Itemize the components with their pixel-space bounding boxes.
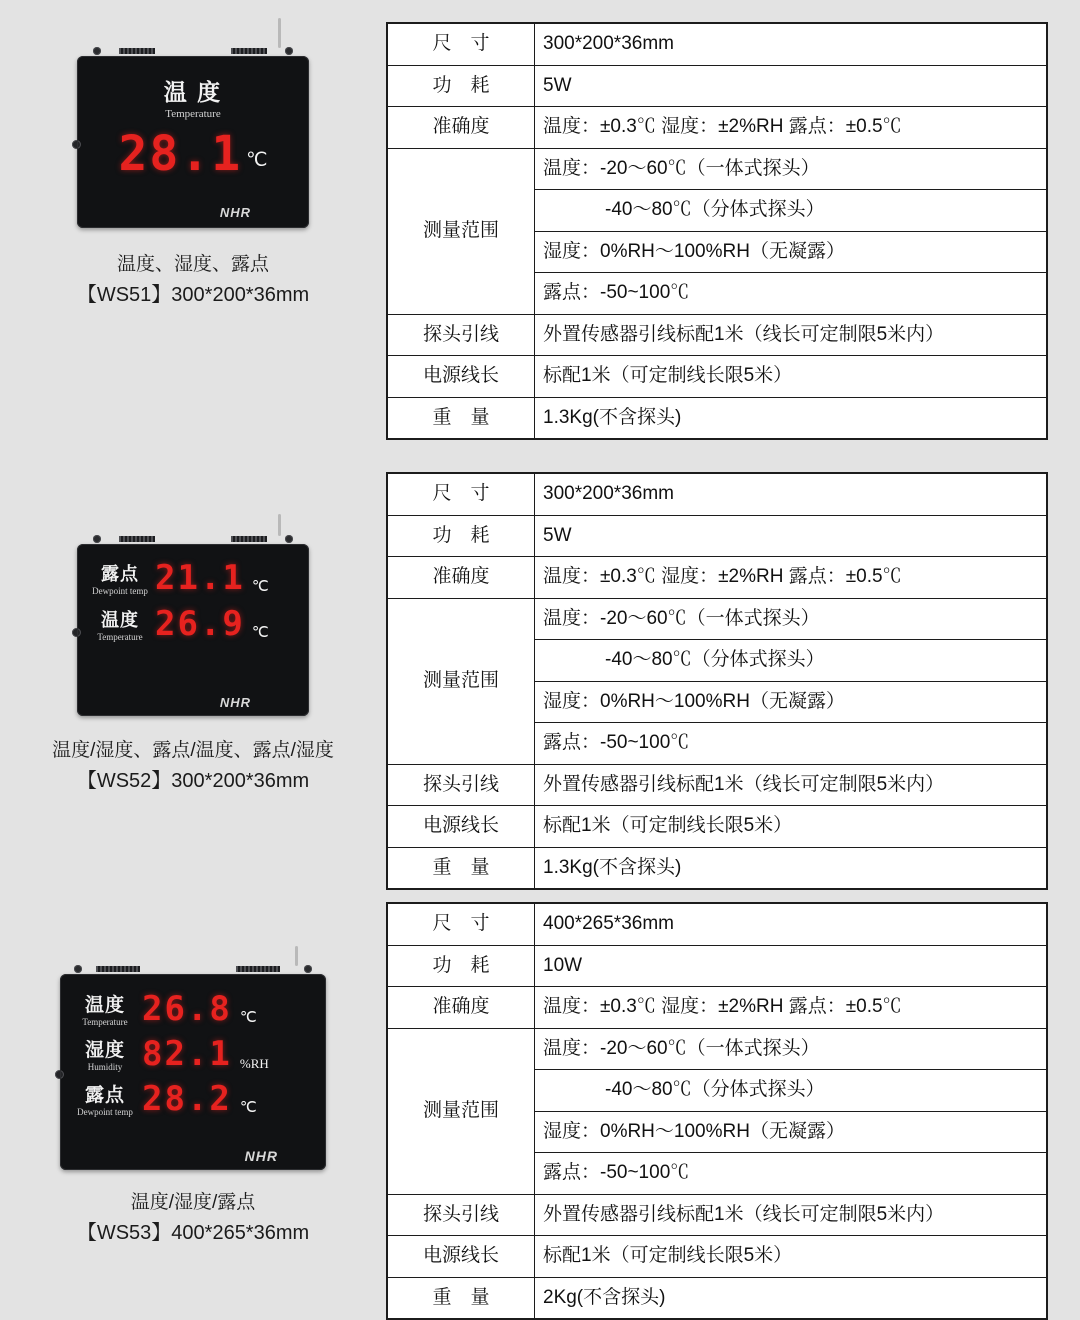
- vent-grille-icon: [231, 48, 267, 54]
- table-row: [387, 764, 1047, 806]
- screw-icon: [304, 965, 312, 973]
- spec-key: 功 耗: [387, 65, 535, 107]
- vent-grille-icon: [231, 536, 267, 542]
- brand-logo: NHR: [219, 695, 251, 710]
- product-block-ws53: [0, 902, 1048, 1320]
- caption-line-1: 温度、湿度、露点: [116, 254, 269, 275]
- spec-key: 功 耗: [387, 515, 535, 557]
- display-row-label-zh: 湿度: [84, 1040, 125, 1061]
- spec-table-wrap-ws52: [386, 472, 1048, 890]
- spec-key: 尺 寸: [387, 903, 535, 945]
- display-row-label-en: Temperature: [97, 632, 143, 642]
- display-row-label-zh: 露点: [101, 564, 139, 584]
- spec-value: 温度：±0.3℃ 湿度：±2%RH 露点：±0.5℃: [535, 557, 1048, 599]
- buzzer-icon: [185, 36, 201, 52]
- spec-key: 探头引线: [387, 764, 535, 806]
- spec-value: 湿度：0%RH～100%RH（无凝露）: [535, 681, 1048, 723]
- spec-table-ws52: [386, 472, 1048, 890]
- device-top-fittings-ws52: [77, 532, 309, 546]
- device-ws52: [77, 544, 309, 716]
- display-row: [91, 560, 295, 596]
- spec-key: 探头引线: [387, 314, 535, 356]
- screw-icon: [285, 47, 293, 55]
- spec-value: 露点：-50~100℃: [535, 723, 1048, 765]
- table-row: [387, 903, 1047, 945]
- product-image-ws53: [0, 902, 386, 1320]
- spec-value: 5W: [535, 515, 1048, 557]
- table-row: [387, 806, 1047, 848]
- table-row: [387, 356, 1047, 398]
- spec-key: 准确度: [387, 987, 535, 1029]
- display-rows-ws51: [77, 74, 309, 182]
- table-row: [387, 1194, 1047, 1236]
- spec-value: -40～80℃（分体式探头）: [535, 1070, 1048, 1112]
- product-block-ws52: [0, 472, 1048, 890]
- spec-key: 电源线长: [387, 806, 535, 848]
- display-row-label-zh: 温 度: [163, 79, 223, 105]
- table-row: [387, 1277, 1047, 1319]
- device-top-fittings-ws51: [77, 44, 309, 58]
- product-caption-ws51: [0, 250, 386, 310]
- spec-value: 1.3Kg(不含探头): [535, 397, 1048, 439]
- vent-grille-icon: [96, 966, 140, 972]
- spec-value: 温度：-20～60℃（一体式探头）: [535, 598, 1048, 640]
- display-row-label-en: Dewpoint temp: [77, 1107, 133, 1117]
- vent-grille-icon: [119, 536, 155, 542]
- table-row: [387, 557, 1047, 599]
- table-row: [387, 945, 1047, 987]
- spec-key: 测量范围: [387, 148, 535, 314]
- display-row: [74, 1080, 312, 1117]
- table-row: [387, 515, 1047, 557]
- antenna-icon: [278, 18, 281, 48]
- table-row: [387, 107, 1047, 149]
- display-row-label: [164, 74, 222, 120]
- display-value: 82.1: [142, 1033, 232, 1074]
- product-block-ws51: [0, 22, 1048, 440]
- spec-key: 准确度: [387, 557, 535, 599]
- display-row: [77, 74, 309, 182]
- display-row-label-zh: 温度: [84, 995, 125, 1016]
- spec-table-wrap-ws53: [386, 902, 1048, 1320]
- table-row: [387, 314, 1047, 356]
- spec-value: 湿度：0%RH～100%RH（无凝露）: [535, 231, 1048, 273]
- display-row-label: [74, 990, 136, 1027]
- spec-value: 外置传感器引线标配1米（线长可定制限5米内）: [535, 1194, 1048, 1236]
- display-row-label: [91, 560, 149, 596]
- spec-value: 300*200*36mm: [535, 473, 1048, 515]
- spec-key: 测量范围: [387, 598, 535, 764]
- spec-value: 400*265*36mm: [535, 903, 1048, 945]
- spec-value: 温度：-20～60℃（一体式探头）: [535, 1028, 1048, 1070]
- display-row-label-en: Temperature: [82, 1017, 128, 1027]
- spec-key: 重 量: [387, 1277, 535, 1319]
- display-row-label: [74, 1035, 136, 1072]
- caption-line-2: 【WS52】300*200*36mm: [76, 770, 310, 792]
- display-row-label: [74, 1080, 136, 1117]
- product-caption-ws52: [0, 736, 386, 796]
- spec-value: -40～80℃（分体式探头）: [535, 640, 1048, 682]
- spec-value: 300*200*36mm: [535, 23, 1048, 65]
- spec-value: 温度：±0.3℃ 湿度：±2%RH 露点：±0.5℃: [535, 987, 1048, 1029]
- display-unit: ℃: [251, 579, 269, 595]
- spec-key: 电源线长: [387, 356, 535, 398]
- antenna-icon: [278, 514, 281, 536]
- display-row: [91, 606, 295, 642]
- table-row: [387, 397, 1047, 439]
- product-caption-ws53: [0, 1188, 386, 1248]
- brand-logo: NHR: [244, 1148, 278, 1164]
- display-row-label: [91, 606, 149, 642]
- buzzer-icon: [178, 954, 194, 970]
- spec-key: 电源线长: [387, 1236, 535, 1278]
- spec-value: 标配1米（可定制线长限5米）: [535, 806, 1048, 848]
- display-value: 26.8: [142, 988, 232, 1029]
- device-ws51: [77, 56, 309, 228]
- display-row: [74, 990, 312, 1027]
- display-row: [74, 1035, 312, 1072]
- device-top-fittings-ws53: [60, 962, 326, 976]
- table-row: [387, 987, 1047, 1029]
- spec-key: 探头引线: [387, 1194, 535, 1236]
- spec-key: 尺 寸: [387, 473, 535, 515]
- spec-value: 2Kg(不含探头): [535, 1277, 1048, 1319]
- caption-line-2: 【WS51】300*200*36mm: [76, 284, 310, 306]
- screw-icon: [74, 965, 82, 973]
- caption-line-1: 温度/湿度、露点/温度、露点/湿度: [52, 740, 334, 761]
- spec-value: 露点：-50~100℃: [535, 273, 1048, 315]
- spec-value: 10W: [535, 945, 1048, 987]
- spec-value: 5W: [535, 65, 1048, 107]
- display-row-label-zh: 露点: [84, 1085, 125, 1106]
- table-row: [387, 473, 1047, 515]
- spec-key: 重 量: [387, 397, 535, 439]
- spec-value: 温度：-20～60℃（一体式探头）: [535, 148, 1048, 190]
- spec-value: 露点：-50~100℃: [535, 1153, 1048, 1195]
- display-row-label-zh: 温度: [101, 610, 139, 630]
- caption-line-2: 【WS53】400*265*36mm: [76, 1222, 310, 1244]
- buzzer-icon: [185, 524, 201, 540]
- product-image-ws52: [0, 472, 386, 890]
- display-rows-ws53: [60, 990, 326, 1117]
- spec-key: 功 耗: [387, 945, 535, 987]
- spec-value: -40～80℃（分体式探头）: [535, 190, 1048, 232]
- display-unit: ℃: [239, 1010, 257, 1026]
- caption-line-1: 温度/湿度/露点: [130, 1192, 256, 1213]
- spec-value: 外置传感器引线标配1米（线长可定制限5米内）: [535, 314, 1048, 356]
- brand-logo: NHR: [219, 205, 251, 220]
- spec-value: 温度：±0.3℃ 湿度：±2%RH 露点：±0.5℃: [535, 107, 1048, 149]
- table-row: [387, 148, 1047, 190]
- spec-table-wrap-ws51: [386, 22, 1048, 440]
- display-rows-ws52: [77, 560, 309, 642]
- display-value: 21.1: [155, 558, 245, 598]
- display-unit: %RH: [239, 1056, 269, 1071]
- table-row: [387, 847, 1047, 889]
- spec-key: 准确度: [387, 107, 535, 149]
- product-image-ws51: [0, 22, 386, 440]
- display-row-label-en: Temperature: [165, 108, 221, 120]
- display-unit: ℃: [251, 625, 269, 641]
- display-row-label-en: Humidity: [87, 1062, 123, 1072]
- spec-key: 测量范围: [387, 1028, 535, 1194]
- vent-grille-icon: [119, 48, 155, 54]
- spec-key: 尺 寸: [387, 23, 535, 65]
- table-row: [387, 23, 1047, 65]
- screw-icon: [93, 535, 101, 543]
- vent-grille-icon: [236, 966, 280, 972]
- spec-value: 湿度：0%RH～100%RH（无凝露）: [535, 1111, 1048, 1153]
- display-row-label-en: Dewpoint temp: [92, 586, 148, 596]
- table-row: [387, 65, 1047, 107]
- display-value: 28.1: [118, 126, 243, 182]
- screw-icon: [285, 535, 293, 543]
- display-value: 26.9: [155, 604, 245, 644]
- display-value: 28.2: [142, 1078, 232, 1119]
- spec-value: 标配1米（可定制线长限5米）: [535, 1236, 1048, 1278]
- spec-table-ws53: [386, 902, 1048, 1320]
- table-row: [387, 598, 1047, 640]
- spec-key: 重 量: [387, 847, 535, 889]
- antenna-icon: [295, 946, 298, 966]
- table-row: [387, 1028, 1047, 1070]
- device-ws53: [60, 974, 326, 1170]
- screw-icon: [93, 47, 101, 55]
- display-unit: ℃: [239, 1100, 257, 1116]
- table-row: [387, 1236, 1047, 1278]
- spec-table-ws51: [386, 22, 1048, 440]
- spec-value: 标配1米（可定制线长限5米）: [535, 356, 1048, 398]
- spec-value: 1.3Kg(不含探头): [535, 847, 1048, 889]
- display-unit: ℃: [246, 150, 268, 171]
- spec-value: 外置传感器引线标配1米（线长可定制限5米内）: [535, 764, 1048, 806]
